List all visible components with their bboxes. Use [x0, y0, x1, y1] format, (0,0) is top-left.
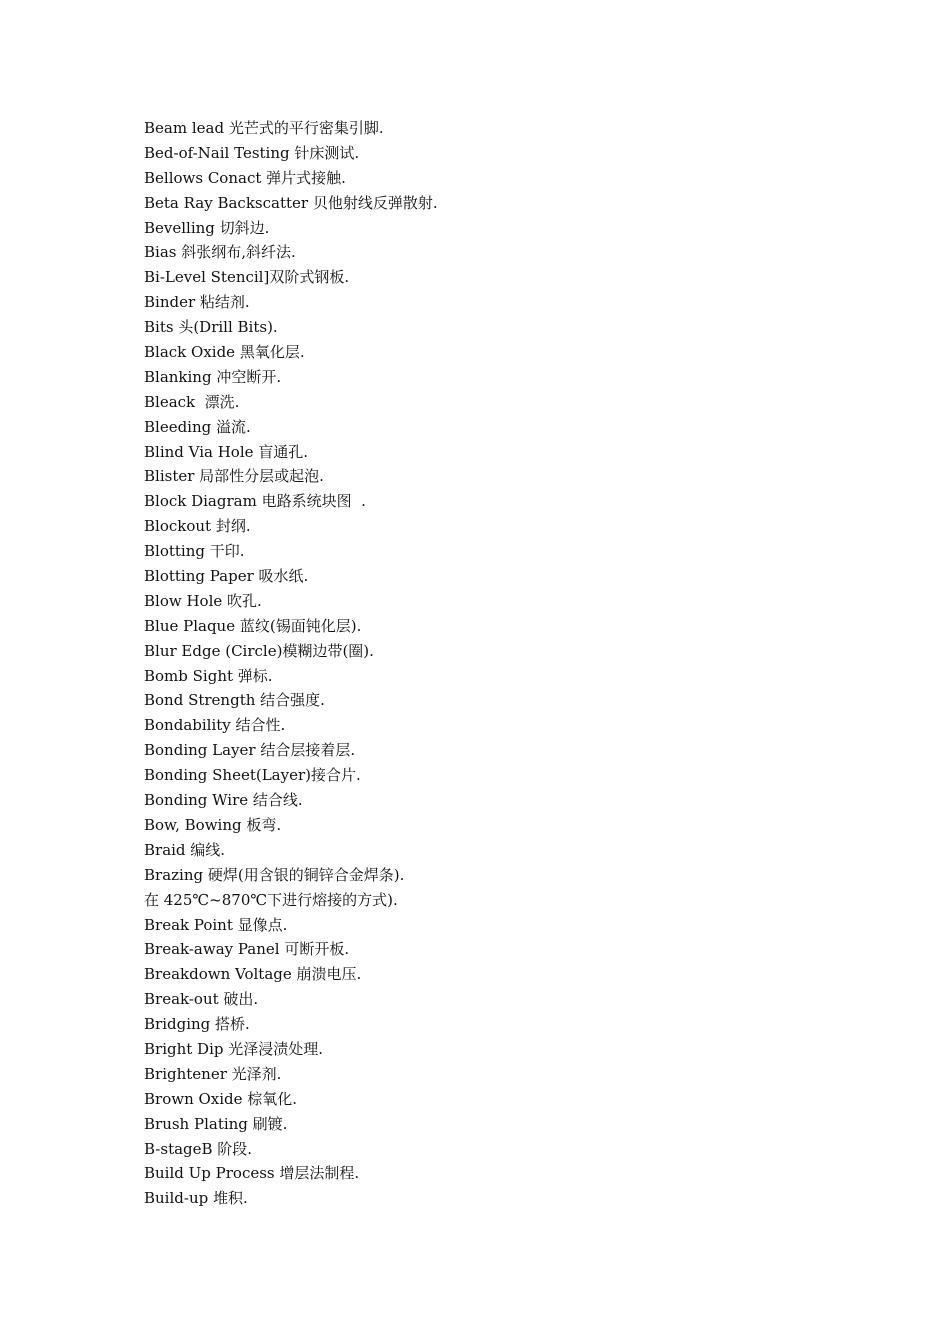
- glossary-entry: Bond Strength 结合强度.: [144, 691, 325, 710]
- glossary-entry: Build-up 堆积.: [144, 1189, 248, 1208]
- glossary-entry: Blanking 冲空断开.: [144, 367, 282, 386]
- glossary-entry: Blow Hole 吹孔.: [144, 591, 262, 610]
- glossary-entry: Bi-Level Stencil]双阶式钢板.: [144, 268, 350, 287]
- glossary-entry: Blue Plaque 蓝纹(锡面钝化层).: [144, 616, 362, 635]
- glossary-entry: Bonding Sheet(Layer)接合片.: [144, 766, 361, 785]
- glossary-entry: Block Diagram 电路系统块图 .: [144, 492, 366, 511]
- glossary-entry: Break-out 破出.: [144, 990, 259, 1009]
- glossary-entry: Blotting 干印.: [144, 542, 245, 561]
- glossary-entry: Build Up Process 增层法制程.: [144, 1164, 360, 1183]
- glossary-entry: Bias 斜张纲布,斜纤法.: [144, 243, 296, 262]
- glossary-list: [144, 116, 438, 1211]
- glossary-entry: Bright Dip 光泽浸渍处理.: [144, 1039, 324, 1058]
- glossary-entry: Brazing 硬焊(用含银的铜锌合金焊条).: [144, 865, 405, 884]
- glossary-entry: Bondability 结合性.: [144, 716, 286, 735]
- glossary-entry: Bow, Bowing 板弯.: [144, 815, 282, 834]
- glossary-entry: Bleeding 溢流.: [144, 417, 251, 436]
- glossary-entry: Brown Oxide 棕氧化.: [144, 1089, 298, 1108]
- glossary-entry: Binder 粘结剂.: [144, 293, 250, 312]
- glossary-entry: 在 425℃~870℃下进行熔接的方式).: [144, 890, 398, 909]
- glossary-entry: Bits 头(Drill Bits).: [144, 318, 278, 337]
- glossary-entry: Bonding Wire 结合线.: [144, 791, 303, 810]
- glossary-entry: Beta Ray Backscatter 贝他射线反弹散射.: [144, 193, 438, 212]
- glossary-entry: Beam lead 光芒式的平行密集引脚.: [144, 119, 384, 137]
- glossary-entry: Break-away Panel 可断开板.: [144, 940, 350, 959]
- glossary-entry: Braid 编线.: [144, 840, 226, 859]
- glossary-entry: Blotting Paper 吸水纸.: [144, 567, 309, 586]
- glossary-entry: Brightener 光泽剂.: [144, 1064, 282, 1083]
- glossary-entry: Black Oxide 黑氧化层.: [144, 343, 305, 362]
- glossary-entry: Bed-of-Nail Testing 针床测试.: [144, 143, 360, 162]
- glossary-entry: Bonding Layer 结合层接着层.: [144, 741, 356, 760]
- glossary-entry: B-stageB 阶段.: [144, 1139, 253, 1158]
- glossary-entry: Blind Via Hole 盲通孔.: [144, 442, 309, 461]
- glossary-entry: Blister 局部性分层或起泡.: [144, 467, 324, 486]
- glossary-entry: Brush Plating 刷镀.: [144, 1114, 288, 1133]
- glossary-entry: Blur Edge (Circle)模糊边带(圈).: [144, 641, 374, 660]
- glossary-entry: Bridging 搭桥.: [144, 1015, 250, 1034]
- glossary-entry: Blockout 封纲.: [144, 517, 251, 536]
- glossary-entry: Break Point 显像点.: [144, 915, 288, 934]
- glossary-entry: Bevelling 切斜边.: [144, 218, 270, 237]
- glossary-entry: Bleack 漂洗.: [144, 392, 240, 411]
- glossary-entry: Breakdown Voltage 崩溃电压.: [144, 965, 362, 984]
- glossary-entry: Bomb Sight 弹标.: [144, 666, 273, 685]
- glossary-entry: Bellows Conact 弹片式接触.: [144, 168, 346, 187]
